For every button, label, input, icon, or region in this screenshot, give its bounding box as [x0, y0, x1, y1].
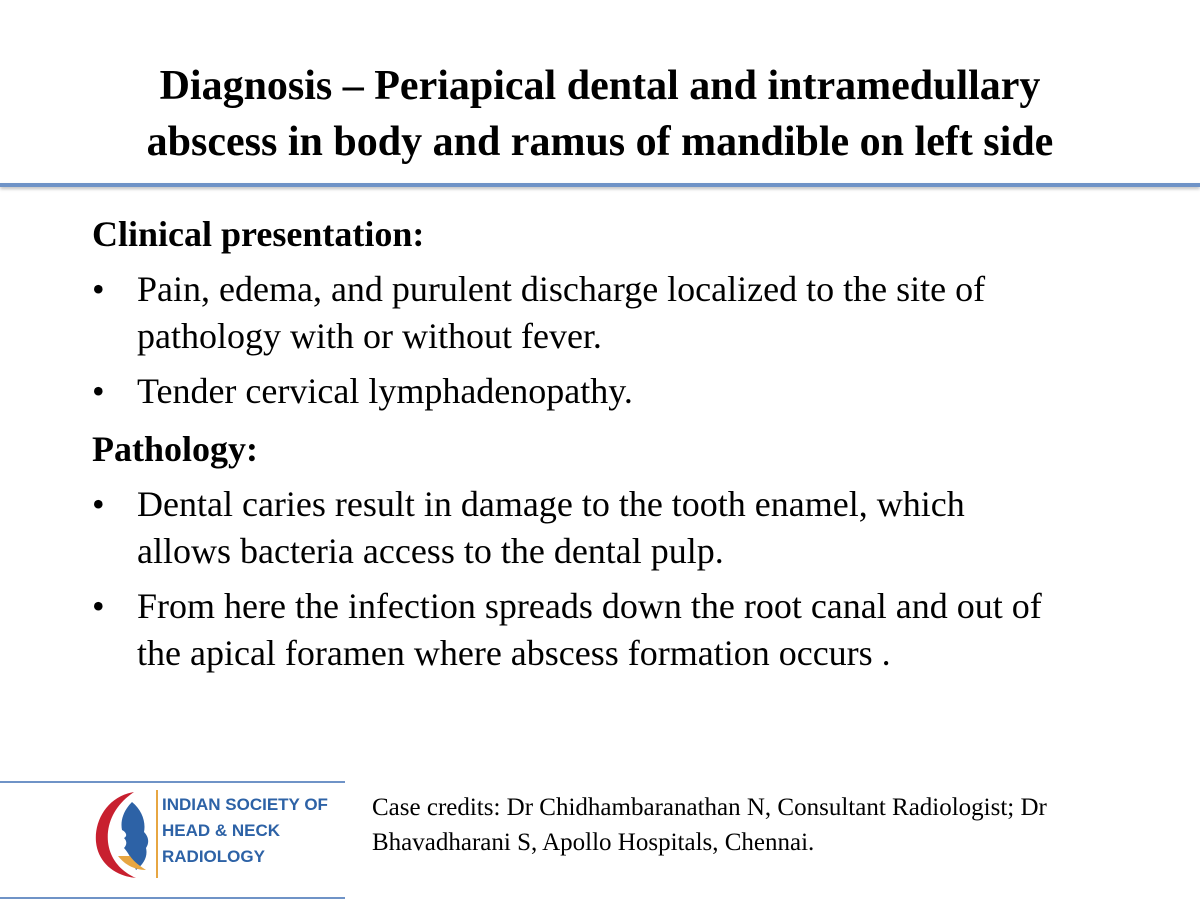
title-divider	[0, 183, 1200, 187]
case-credits	[372, 790, 1192, 860]
slide-title-line-2: abscess in body and ramus of mandible on left side	[146, 119, 1054, 165]
case-credits-line: Case credits: Dr Chidhambaranathan N, Consultant Radiologist; Dr	[372, 794, 1047, 821]
slide-body	[92, 208, 1172, 685]
bullet-text-line: Dental caries result in damage to the tooth enamel, which	[137, 484, 965, 524]
bullet-text-line: Pain, edema, and purulent discharge localized to the site of	[137, 269, 986, 309]
footer-divider-top	[0, 781, 345, 783]
case-credits-line: Bhavadharani S, Apollo Hospitals, Chennai.	[372, 829, 815, 856]
isnhr-logo-icon	[88, 786, 160, 882]
bullet-icon: •	[92, 269, 105, 309]
bullet-item	[92, 266, 1172, 360]
bullet-text-line: the apical foramen where abscess formation occurs .	[137, 633, 891, 673]
slide-title-line-1: Diagnosis – Periapical dental and intramedullary	[159, 63, 1041, 109]
footer-divider-bottom	[0, 897, 345, 899]
section-heading-pathology: Pathology:	[92, 429, 258, 469]
bullet-item	[92, 368, 1172, 415]
bullet-icon: •	[92, 371, 105, 411]
logo-divider	[156, 790, 158, 878]
organization-name-line: INDIAN SOCIETY OF	[162, 795, 328, 814]
bullet-item	[92, 583, 1172, 677]
bullet-item	[92, 481, 1172, 575]
section-heading-clinical: Clinical presentation:	[92, 214, 425, 254]
bullet-text-line: pathology with or without fever.	[137, 316, 602, 356]
bullet-text-line: From here the infection spreads down the root canal and out of	[137, 586, 1042, 626]
organization-name-line: HEAD & NECK	[162, 821, 281, 840]
organization-name-line: RADIOLOGY	[162, 847, 265, 866]
slide-title	[0, 58, 1200, 170]
bullet-icon: •	[92, 484, 105, 524]
bullet-text-line: Tender cervical lymphadenopathy.	[137, 371, 633, 411]
organization-name	[162, 792, 328, 870]
bullet-icon: •	[92, 586, 105, 626]
bullet-text-line: allows bacteria access to the dental pulp.	[137, 531, 724, 571]
